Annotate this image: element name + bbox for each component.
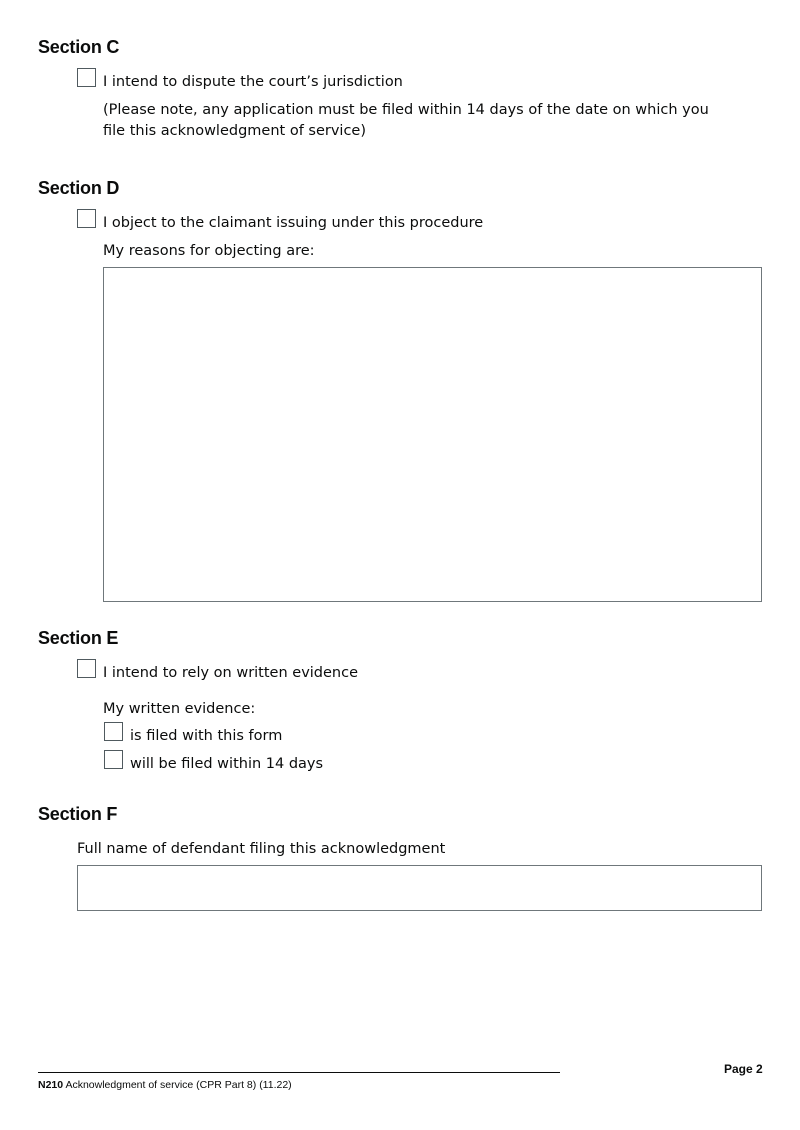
full-name-label: Full name of defendant filing this acknowledgment (77, 841, 446, 857)
footer-divider (38, 1072, 560, 1073)
jurisdiction-note: (Please note, any application must be filed within 14 days of the date on which you file this acknowledgment of service) (103, 102, 709, 139)
rely-written-evidence-label: I intend to rely on written evidence (103, 665, 359, 681)
section-e-heading: Section E (38, 628, 119, 648)
object-procedure-label: I object to the claimant issuing under this procedure (103, 215, 484, 231)
section-d-heading: Section D (38, 178, 120, 198)
full-name-input[interactable] (77, 865, 762, 911)
rely-written-evidence-checkbox[interactable] (77, 659, 96, 678)
page-number: Page 2 (724, 1062, 763, 1076)
form-reference (38, 1078, 292, 1092)
dispute-jurisdiction-checkbox[interactable] (77, 68, 96, 87)
filed-with-form-label: is filed with this form (130, 728, 283, 744)
filed-with-form-checkbox[interactable] (104, 722, 123, 741)
section-c-heading: Section C (38, 37, 120, 57)
reasons-textarea[interactable] (103, 267, 762, 602)
form-title: Acknowledgment of service (CPR Part 8) (11.22) (65, 1079, 292, 1091)
filed-within-days-checkbox[interactable] (104, 750, 123, 769)
reasons-label: My reasons for objecting are: (103, 243, 315, 259)
section-f-heading: Section F (38, 804, 118, 824)
object-procedure-checkbox[interactable] (77, 209, 96, 228)
form-code: N210 (38, 1079, 64, 1091)
written-evidence-label: My written evidence: (103, 701, 256, 717)
dispute-jurisdiction-label: I intend to dispute the court’s jurisdiction (103, 74, 403, 90)
filed-within-days-label: will be filed within 14 days (130, 756, 324, 772)
